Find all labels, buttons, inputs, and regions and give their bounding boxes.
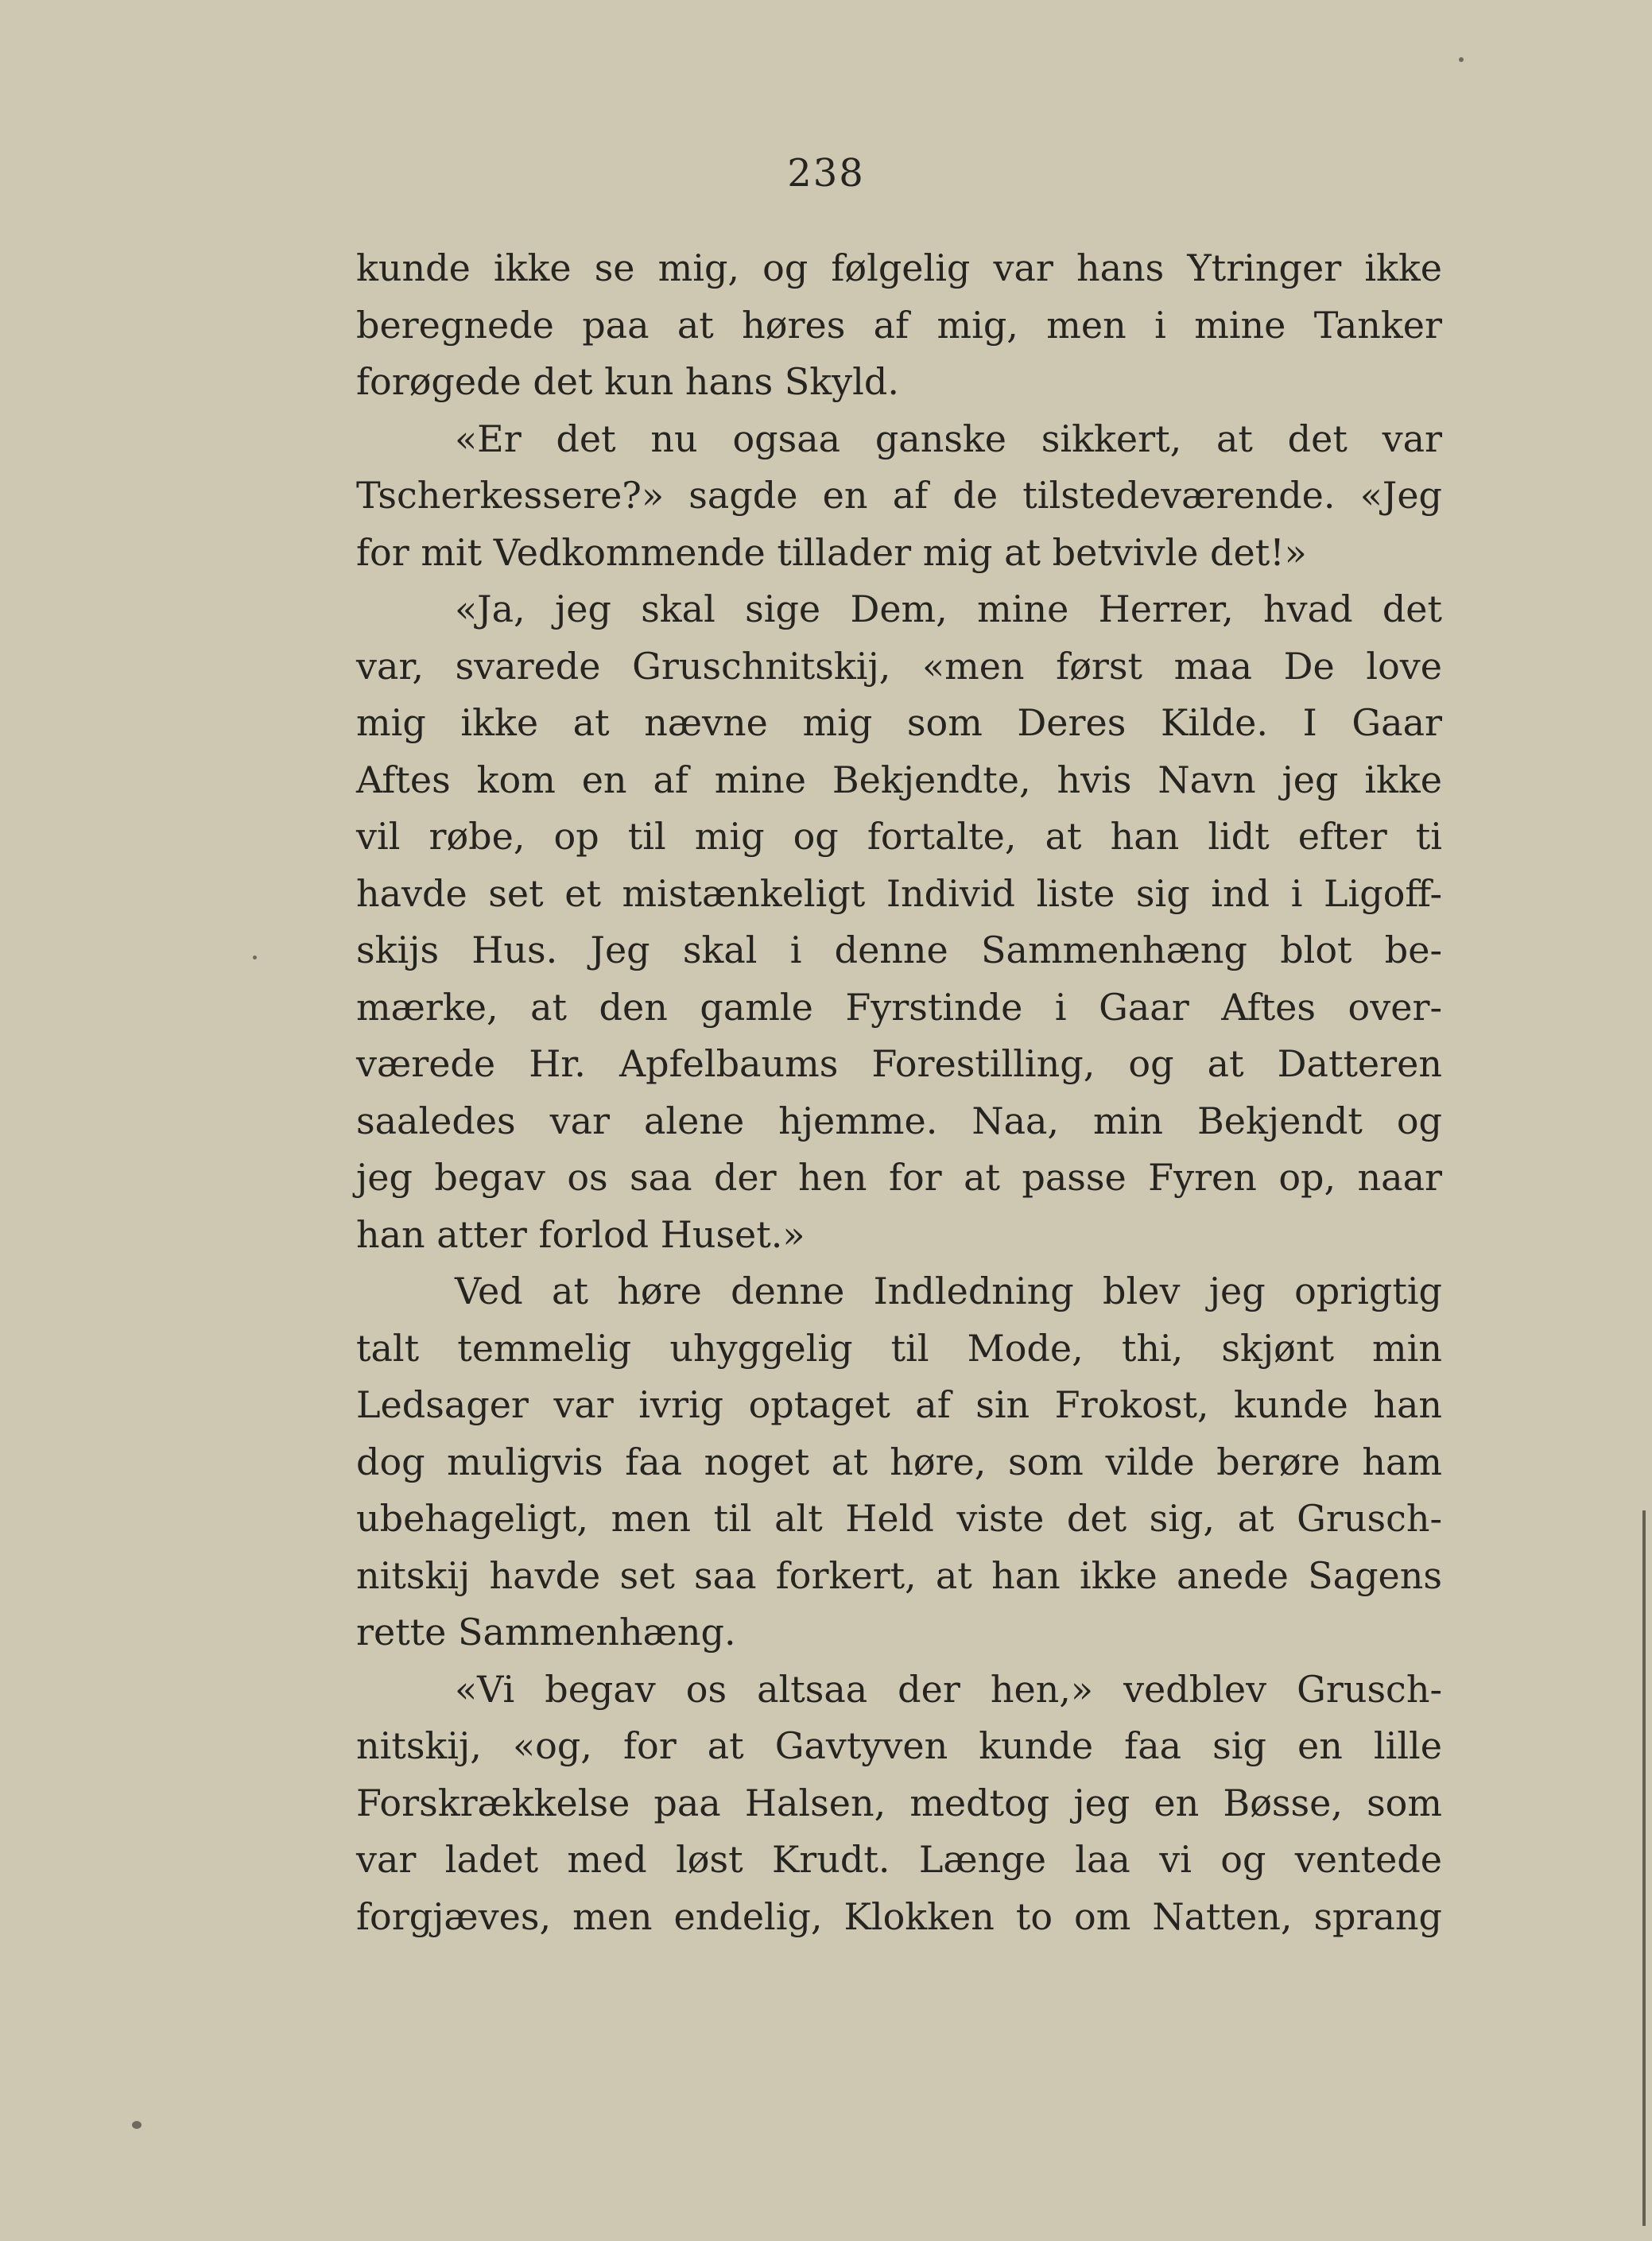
text-line: Ledsager var ivrig optaget af sin Frokost, kunde han xyxy=(356,1383,1442,1426)
text-line: mig ikke at nævne mig som Deres Kilde. I Gaar xyxy=(356,701,1442,744)
text-line: «Er det nu ogsaa ganske sikkert, at det var xyxy=(455,417,1442,460)
text-line: «Vi begav os altsaa der hen,» vedblev Grusch- xyxy=(455,1667,1442,1711)
paper-speck xyxy=(253,956,257,960)
text-line: for mit Vedkommende tillader mig at betvivle det!» xyxy=(356,530,1307,574)
text-line: jeg begav os saa der hen for at passe Fyren op, naar xyxy=(356,1156,1442,1199)
text-line: var, svarede Gruschnitskij, «men først maa De love xyxy=(356,644,1442,688)
text-line: mærke, at den gamle Fyrstinde i Gaar Aftes over- xyxy=(356,985,1442,1029)
text-line: beregnede paa at høres af mig, men i mine Tanker xyxy=(356,303,1442,347)
text-line: dog muligvis faa noget at høre, som vilde berøre ham xyxy=(356,1440,1442,1483)
text-line: nitskij, «og, for at Gavtyven kunde faa sig en lille xyxy=(356,1724,1442,1767)
text-line: skijs Hus. Jeg skal i denne Sammenhæng blot be- xyxy=(356,929,1442,971)
page-edge-shadow xyxy=(1642,1510,1646,2226)
body-text xyxy=(356,240,1442,1945)
text-line: forgjæves, men endelig, Klokken to om Natten, sprang xyxy=(356,1894,1442,1938)
paper-speck xyxy=(132,2121,142,2129)
text-line: ubehageligt, men til alt Held viste det sig, at Grusch- xyxy=(356,1497,1442,1540)
text-line: Aftes kom en af mine Bekjendte, hvis Navn jeg ikke xyxy=(356,758,1442,801)
page-number: 238 xyxy=(787,151,865,196)
text-line: rette Sammenhæng. xyxy=(356,1611,736,1654)
text-line: nitskij havde set saa forkert, at han ikke anede Sagens xyxy=(356,1553,1442,1597)
text-line: saaledes var alene hjemme. Naa, min Bekjendt og xyxy=(356,1099,1442,1142)
paper-speck xyxy=(1459,57,1464,62)
text-line: Forskrækkelse paa Halsen, medtog jeg en Bøsse, som xyxy=(356,1781,1442,1824)
text-line: værede Hr. Apfelbaums Forestilling, og at Datteren xyxy=(356,1042,1442,1085)
text-line: han atter forlod Huset.» xyxy=(356,1212,805,1256)
text-line: vil røbe, op til mig og fortalte, at han lidt efter ti xyxy=(356,815,1442,858)
text-line: Tscherkessere?» sagde en af de tilstedeværende. «Jeg xyxy=(356,474,1442,517)
text-line: var ladet med løst Krudt. Længe laa vi og ventede xyxy=(356,1838,1442,1881)
text-line: talt temmelig uhyggelig til Mode, thi, skjønt min xyxy=(356,1326,1442,1370)
text-line: forøgede det kun hans Skyld. xyxy=(356,360,899,403)
text-line: havde set et mistænkeligt Individ liste sig ind i Ligoff- xyxy=(356,871,1442,915)
text-line: Ved at høre denne Indledning blev jeg oprigtig xyxy=(455,1270,1442,1312)
text-line: «Ja, jeg skal sige Dem, mine Herrer, hvad det xyxy=(455,587,1442,630)
text-line: kunde ikke se mig, og følgelig var hans Ytringer ikke xyxy=(356,246,1442,289)
